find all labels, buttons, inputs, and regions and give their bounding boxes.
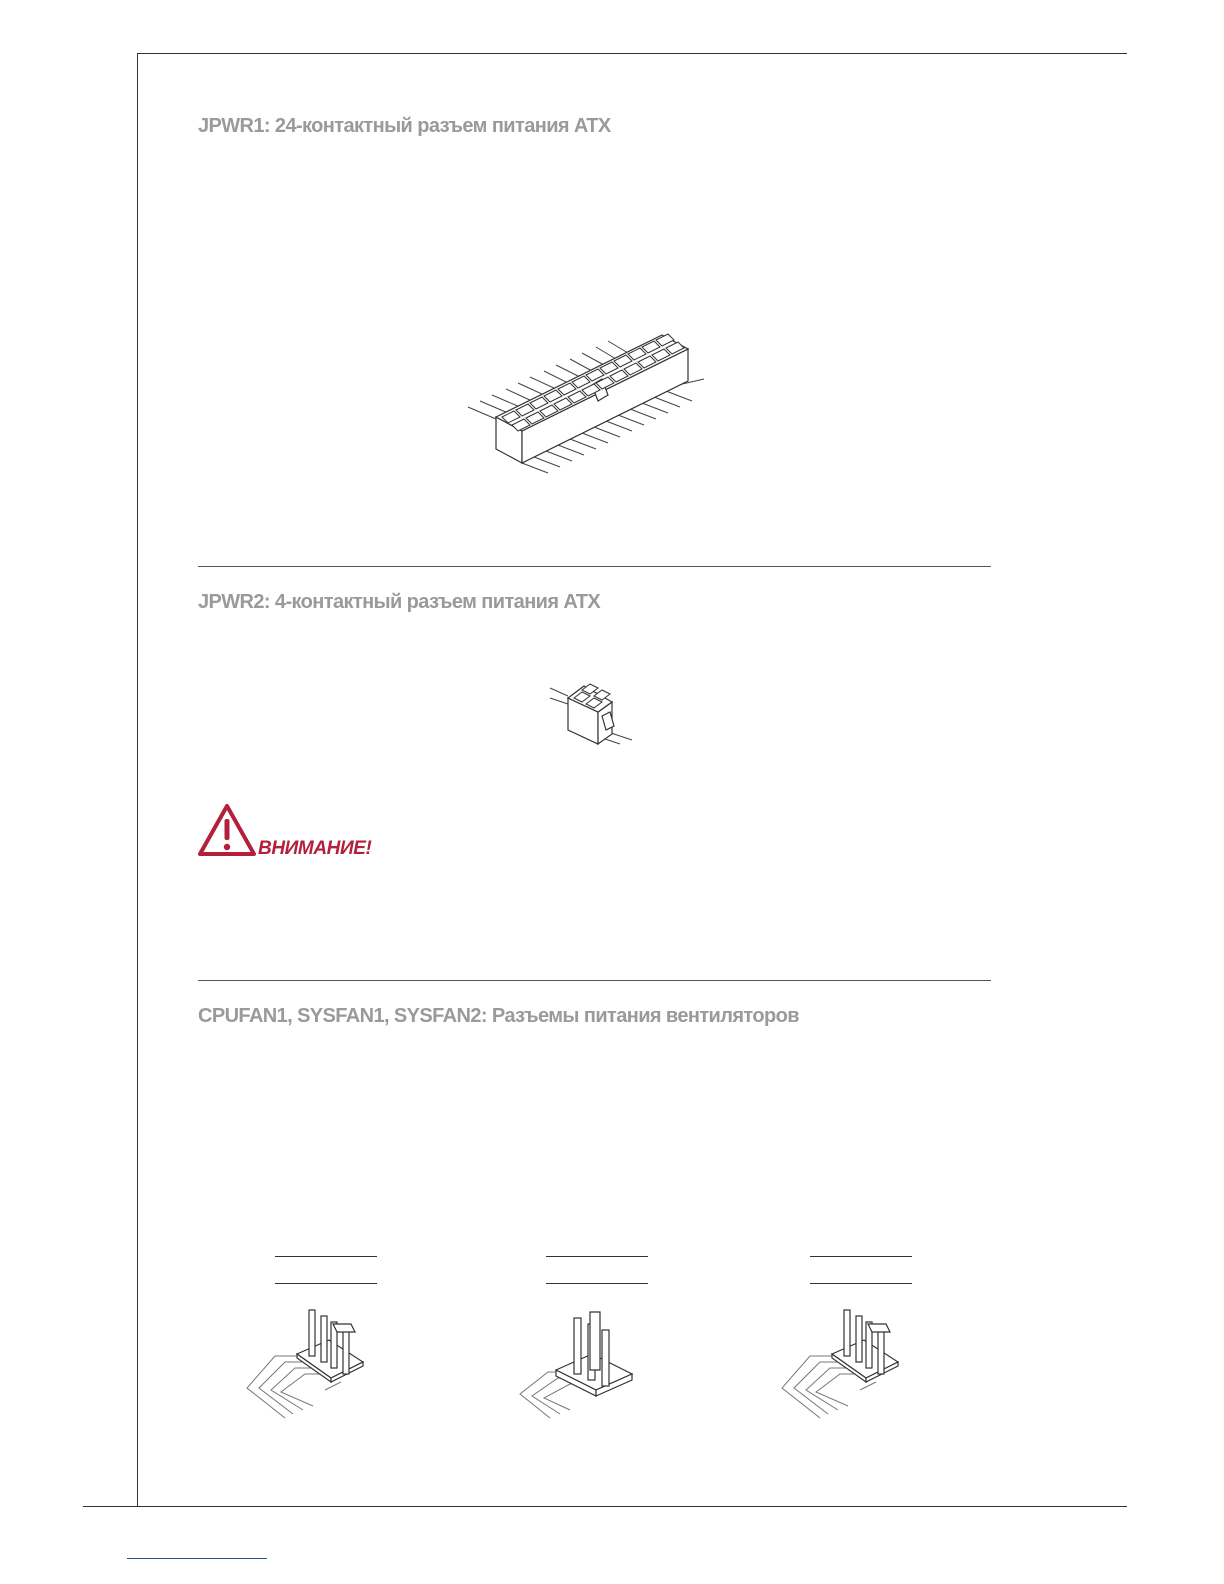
fans-heading: CPUFAN1, SYSFAN1, SYSFAN2: Разъемы питания вентиляторов (198, 1005, 799, 1027)
warning-icon (196, 802, 258, 858)
jpwr2-heading: JPWR2: 4-контактный разъем питания ATX (198, 591, 601, 613)
cpufan-label-line (275, 1283, 377, 1284)
sysfan1-connector-diagram (518, 1310, 638, 1422)
page-frame-top (137, 53, 1127, 54)
jpwr2-connector-diagram (548, 680, 638, 750)
footer-link-underline (127, 1558, 267, 1559)
cpufan-label-line (275, 1256, 377, 1257)
jpwr1-heading: JPWR1: 24-контактный разъем питания ATX (198, 115, 611, 137)
sysfan2-label-line (810, 1283, 912, 1284)
cpufan-connector-diagram (245, 1306, 375, 1424)
page-frame-bottom (83, 1506, 1127, 1507)
sysfan1-label-line (546, 1256, 648, 1257)
warning-label: ВНИМАНИЕ! (258, 838, 372, 859)
section-divider (198, 566, 991, 567)
sysfan2-label-line (810, 1256, 912, 1257)
section-divider (198, 980, 991, 981)
page-frame-left (137, 53, 138, 1507)
sysfan2-connector-diagram (780, 1306, 910, 1424)
sysfan1-label-line (546, 1283, 648, 1284)
jpwr1-connector-diagram (460, 315, 720, 485)
